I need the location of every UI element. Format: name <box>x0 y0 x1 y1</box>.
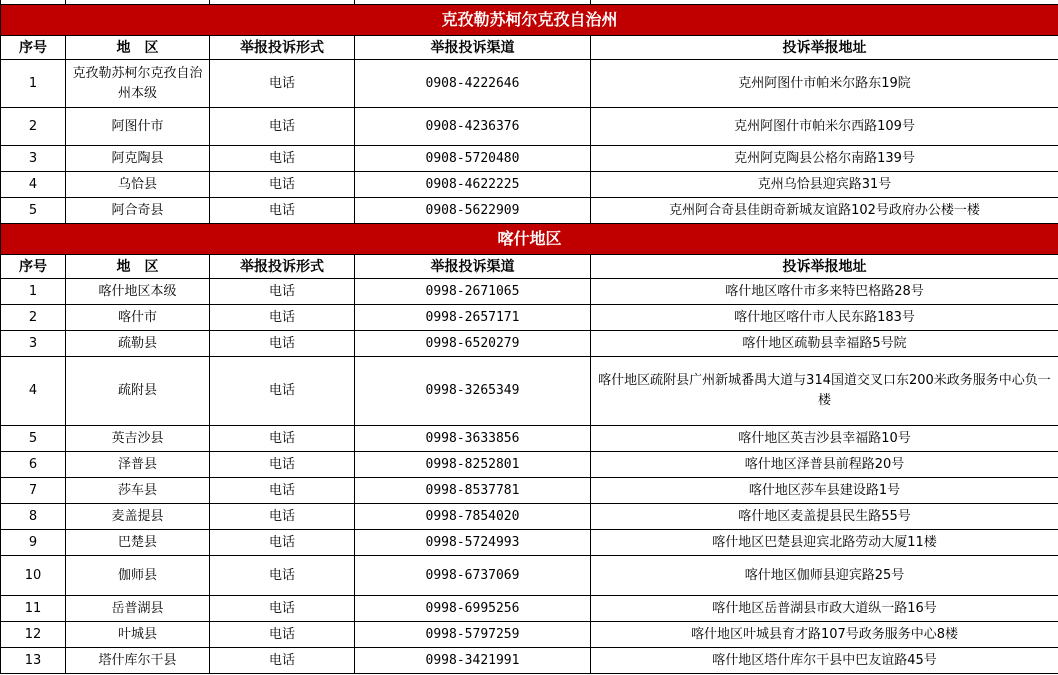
cell-address: 克州阿图什市帕米尔路东19院 <box>591 60 1058 108</box>
cell-region: 岳普湖县 <box>66 596 210 622</box>
cell-phone: 0908-4236376 <box>355 108 591 146</box>
cell-no: 4 <box>1 357 66 426</box>
cell-no: 10 <box>1 556 66 596</box>
header-no: 序号 <box>1 255 66 279</box>
cell-no: 3 <box>1 331 66 357</box>
cell-region: 疏勒县 <box>66 331 210 357</box>
cell-form: 电话 <box>210 478 355 504</box>
header-form: 举报投诉形式 <box>210 36 355 60</box>
cell-no: 8 <box>1 504 66 530</box>
section-title: 喀什地区 <box>1 224 1058 255</box>
table-row <box>1 530 1058 556</box>
cell-address: 喀什地区英吉沙县幸福路10号 <box>591 426 1058 452</box>
table-row <box>1 146 1058 172</box>
cell-address: 喀什地区巴楚县迎宾北路劳动大厦11楼 <box>591 530 1058 556</box>
cell-region: 阿克陶县 <box>66 146 210 172</box>
cell-form: 电话 <box>210 108 355 146</box>
cell-no: 5 <box>1 426 66 452</box>
cell-phone: 0998-6737069 <box>355 556 591 596</box>
cell-no: 1 <box>1 60 66 108</box>
cell-form: 电话 <box>210 622 355 648</box>
table-row <box>1 60 1058 108</box>
table-row <box>1 108 1058 146</box>
header-address: 投诉举报地址 <box>591 36 1058 60</box>
cell-phone: 0908-5720480 <box>355 146 591 172</box>
header-form: 举报投诉形式 <box>210 255 355 279</box>
cell-region: 乌恰县 <box>66 172 210 198</box>
cell-region: 喀什地区本级 <box>66 279 210 305</box>
cell-address: 克州阿合奇县佳朗奇新城友谊路102号政府办公楼一楼 <box>591 198 1058 224</box>
cell-form: 电话 <box>210 504 355 530</box>
cell-address: 喀什地区疏附县广州新城番禺大道与314国道交叉口东200米政务服务中心负一楼 <box>591 357 1058 426</box>
section-title: 克孜勒苏柯尔克孜自治州 <box>1 5 1058 36</box>
cell-no: 6 <box>1 452 66 478</box>
table-row <box>1 622 1058 648</box>
cell-form: 电话 <box>210 172 355 198</box>
section-title-row <box>1 224 1058 255</box>
cell-no: 7 <box>1 478 66 504</box>
header-row <box>1 255 1058 279</box>
section-title-row <box>1 5 1058 36</box>
cell-form: 电话 <box>210 357 355 426</box>
cell-no: 11 <box>1 596 66 622</box>
cell-phone: 0998-8537781 <box>355 478 591 504</box>
cell-address: 喀什地区塔什库尔干县中巴友谊路45号 <box>591 648 1058 674</box>
cell-region: 伽师县 <box>66 556 210 596</box>
table-body <box>1 0 1058 674</box>
cell-region: 克孜勒苏柯尔克孜自治州本级 <box>66 60 210 108</box>
cell-phone: 0998-6520279 <box>355 331 591 357</box>
cell-form: 电话 <box>210 596 355 622</box>
cell-region: 莎车县 <box>66 478 210 504</box>
cell-form: 电话 <box>210 530 355 556</box>
cell-region: 疏附县 <box>66 357 210 426</box>
cell-region: 巴楚县 <box>66 530 210 556</box>
cell-address: 喀什地区叶城县育才路107号政务服务中心8楼 <box>591 622 1058 648</box>
header-channel: 举报投诉渠道 <box>355 36 591 60</box>
table-row <box>1 648 1058 674</box>
cell-no: 12 <box>1 622 66 648</box>
cell-form: 电话 <box>210 198 355 224</box>
cell-no: 1 <box>1 279 66 305</box>
cell-no: 4 <box>1 172 66 198</box>
cell-form: 电话 <box>210 60 355 108</box>
cell-address: 喀什地区麦盖提县民生路55号 <box>591 504 1058 530</box>
cell-address: 克州阿克陶县公格尔南路139号 <box>591 146 1058 172</box>
cell-phone: 0908-5622909 <box>355 198 591 224</box>
cell-phone: 0998-3421991 <box>355 648 591 674</box>
header-region: 地 区 <box>66 36 210 60</box>
cell-address: 喀什地区伽师县迎宾路25号 <box>591 556 1058 596</box>
cell-phone: 0998-3265349 <box>355 357 591 426</box>
cell-phone: 0998-2657171 <box>355 305 591 331</box>
table-row <box>1 305 1058 331</box>
cell-region: 阿合奇县 <box>66 198 210 224</box>
header-region: 地 区 <box>66 255 210 279</box>
table-row <box>1 279 1058 305</box>
header-row <box>1 36 1058 60</box>
table-row <box>1 426 1058 452</box>
cell-no: 9 <box>1 530 66 556</box>
cell-phone: 0908-4622225 <box>355 172 591 198</box>
header-address: 投诉举报地址 <box>591 255 1058 279</box>
cell-form: 电话 <box>210 556 355 596</box>
cell-region: 阿图什市 <box>66 108 210 146</box>
cell-region: 泽普县 <box>66 452 210 478</box>
cell-region: 麦盖提县 <box>66 504 210 530</box>
header-no: 序号 <box>1 36 66 60</box>
cell-form: 电话 <box>210 279 355 305</box>
table-row <box>1 198 1058 224</box>
cell-address: 喀什地区岳普湖县市政大道纵一路16号 <box>591 596 1058 622</box>
table-row <box>1 357 1058 426</box>
cell-phone: 0908-4222646 <box>355 60 591 108</box>
table-row <box>1 452 1058 478</box>
table-row <box>1 556 1058 596</box>
table-row <box>1 504 1058 530</box>
cell-address: 克州阿图什市帕米尔西路109号 <box>591 108 1058 146</box>
cell-region: 塔什库尔干县 <box>66 648 210 674</box>
cell-no: 13 <box>1 648 66 674</box>
cell-address: 喀什地区喀什市人民东路183号 <box>591 305 1058 331</box>
table-row <box>1 596 1058 622</box>
cell-no: 2 <box>1 108 66 146</box>
cell-form: 电话 <box>210 452 355 478</box>
header-channel: 举报投诉渠道 <box>355 255 591 279</box>
cell-phone: 0998-5797259 <box>355 622 591 648</box>
cell-form: 电话 <box>210 426 355 452</box>
cell-phone: 0998-3633856 <box>355 426 591 452</box>
cell-phone: 0998-5724993 <box>355 530 591 556</box>
cell-form: 电话 <box>210 648 355 674</box>
cell-address: 喀什地区泽普县前程路20号 <box>591 452 1058 478</box>
cell-region: 英吉沙县 <box>66 426 210 452</box>
cell-phone: 0998-8252801 <box>355 452 591 478</box>
cell-no: 5 <box>1 198 66 224</box>
cell-address: 喀什地区莎车县建设路1号 <box>591 478 1058 504</box>
cell-address: 喀什地区喀什市多来特巴格路28号 <box>591 279 1058 305</box>
table-row <box>1 478 1058 504</box>
cell-address: 喀什地区疏勒县幸福路5号院 <box>591 331 1058 357</box>
cell-phone: 0998-2671065 <box>355 279 591 305</box>
cell-form: 电话 <box>210 146 355 172</box>
cell-form: 电话 <box>210 331 355 357</box>
cell-no: 3 <box>1 146 66 172</box>
cell-region: 喀什市 <box>66 305 210 331</box>
cell-address: 克州乌恰县迎宾路31号 <box>591 172 1058 198</box>
table-row <box>1 172 1058 198</box>
cell-phone: 0998-7854020 <box>355 504 591 530</box>
cell-region: 叶城县 <box>66 622 210 648</box>
cell-form: 电话 <box>210 305 355 331</box>
table-row <box>1 331 1058 357</box>
cell-no: 2 <box>1 305 66 331</box>
cell-phone: 0998-6995256 <box>355 596 591 622</box>
